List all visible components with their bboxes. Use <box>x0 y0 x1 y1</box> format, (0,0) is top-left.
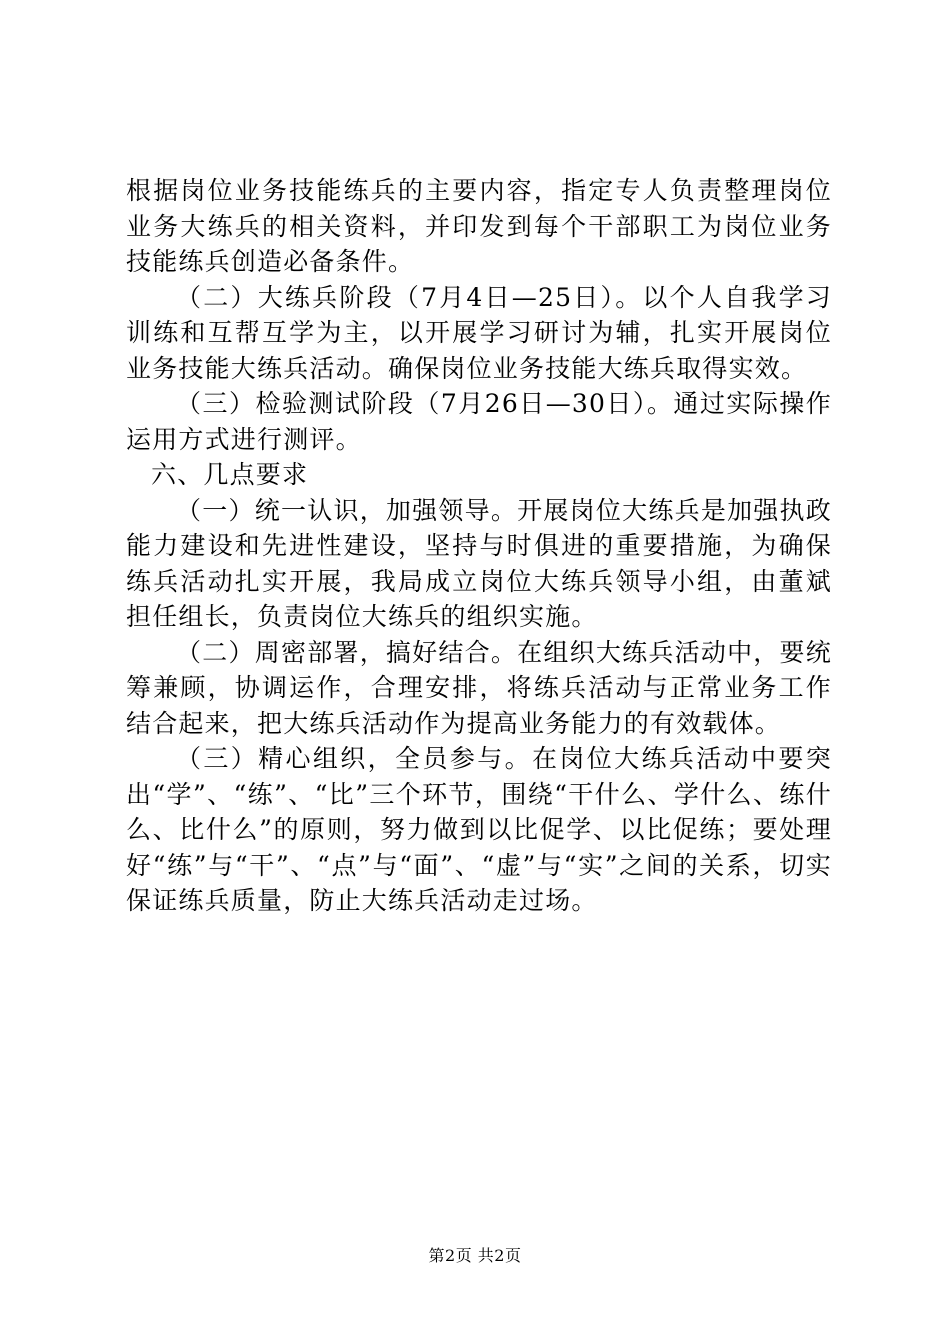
page-footer <box>0 1246 950 1266</box>
document-body <box>126 173 832 919</box>
paragraph-materials: 根据岗位业务技能练兵的主要内容，指定专人负责整理岗位业务大练兵的相关资料，并印发到每个干部职工为岗位业务技能练兵创造必备条件。 <box>126 176 832 276</box>
paragraph-requirement-leadership: （一）统一认识，加强领导。开展岗位大练兵是加强执政能力建设和先进性建设，坚持与时俱进的重要措施，为确保练兵活动扎实开展，我局成立岗位大练兵领导小组，由董斌担任组长，负责岗位大练兵的组织实施。 <box>126 495 832 631</box>
paragraph-stage-testing: （三）检验测试阶段（7月26日—30日）。通过实际操作运用方式进行测评。 <box>126 389 832 454</box>
paragraph-requirement-participation: （三）精心组织，全员参与。在岗位大练兵活动中要突出“学”、“练”、“比”三个环节，围绕“干什么、学什么、练什么、比什么”的原则，努力做到以比促学、以比促练；要处理好“练”与“干”、“点”与“面”、“虚”与“实”之间的关系，切实保证练兵质量，防止大练兵活动走过场。 <box>126 744 832 915</box>
page-number-label: 第2页 共2页 <box>428 1246 522 1265</box>
paragraph-stage-training: （二）大练兵阶段（7月4日—25日）。以个人自我学习训练和互帮互学为主，以开展学习研讨为辅，扎实开展岗位业务技能大练兵活动。确保岗位业务技能大练兵取得实效。 <box>126 282 832 383</box>
section-heading-requirements: 六、几点要求 <box>151 460 309 489</box>
paragraph-requirement-deployment: （二）周密部署，搞好结合。在组织大练兵活动中，要统筹兼顾，协调运作，合理安排，将练兵活动与正常业务工作结合起来，把大练兵活动作为提高业务能力的有效载体。 <box>126 637 832 738</box>
